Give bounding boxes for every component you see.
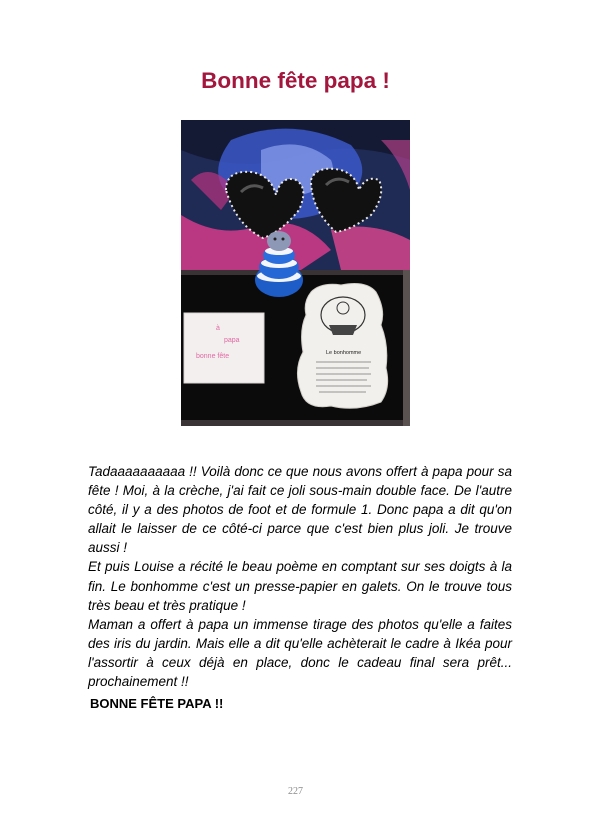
page-title: Bonne fête papa ! [201,68,390,93]
craft-photo [181,120,410,426]
poem-card [297,284,387,409]
note-card-line: bonne fête [196,353,230,360]
article-body [88,462,512,691]
note-card-line: papa [224,337,240,344]
page-number: 227 [288,786,303,797]
paragraph: Maman a offert à papa un immense tirage des photos qu'elle a faites des iris du jardin. Mais elle a dit qu'elle achèterait le cadre à Ikéa pour l'assortir à ceux déjà en place, donc le cadeau final sera prêt... prochainement !! [88,616,512,690]
note-card-line: à [216,325,220,332]
paragraph: Tadaaaaaaaaaa !! Voilà donc ce que nous avons offert à papa pour sa fête ! Moi, à la crèche, j'ai fait ce joli sous-main double face. De l'autre côté, il y a des photos de foot et de formule 1. Donc papa a dit qu'on allait le laisser de ce côté-ci parce que c'est bien plus joli. Je trouve aussi ! [88,464,512,556]
paragraph: Et puis Louise a récité le beau poème en comptant sur ses doigts à la fin. Le bonhomme c'est un presse-papier en galets. On le trouve tous très beau et très pratique ! [88,559,512,613]
note-card [184,313,264,383]
closing-line: BONNE FÊTE PAPA !! [90,696,224,711]
poem-card-heading: Le bonhomme [326,350,362,356]
